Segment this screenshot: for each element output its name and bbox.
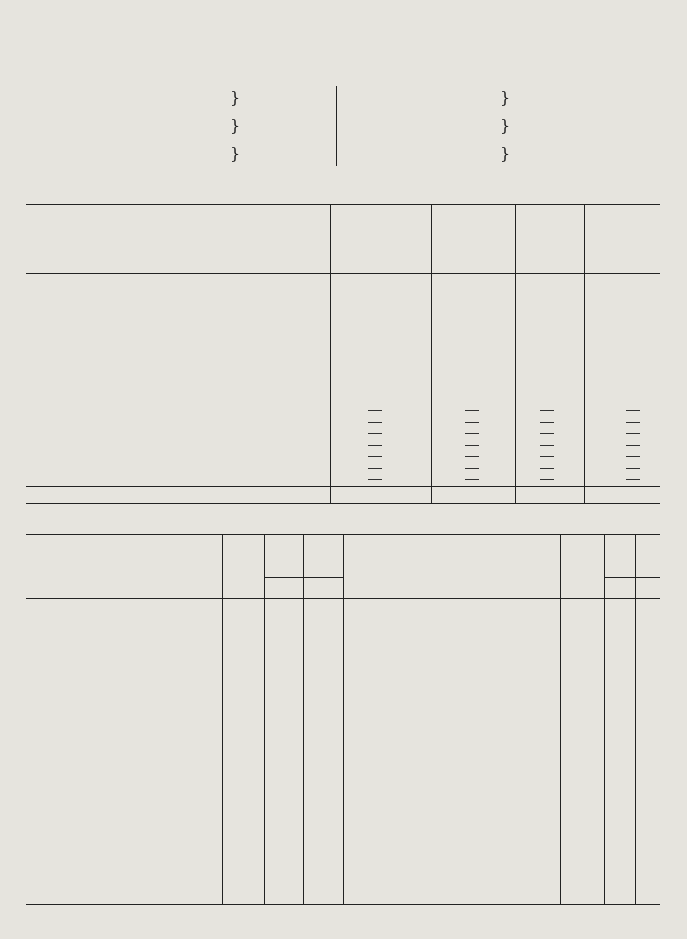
- table1-col-rule: [515, 204, 516, 504]
- table2-header-votes: [576, 548, 590, 600]
- table2-center-rule: [343, 534, 344, 904]
- table1-col-rule: [584, 204, 585, 504]
- brace: }: [500, 88, 511, 107]
- table2-subheader-rule: [264, 577, 343, 578]
- brace: }: [230, 144, 241, 163]
- empty-dash: [465, 468, 479, 469]
- brace: }: [500, 116, 511, 135]
- table1-top-rule: [26, 204, 660, 205]
- summary-divider: [336, 86, 337, 166]
- empty-dash: [626, 456, 640, 457]
- table2-header-rule: [26, 598, 660, 599]
- empty-dash: [465, 410, 479, 411]
- table1-header-rule: [26, 273, 660, 274]
- empty-dash: [368, 445, 382, 446]
- empty-dash: [465, 433, 479, 434]
- table2-subheader-rule: [604, 577, 660, 578]
- table1-total-rule: [26, 486, 660, 487]
- table2-bottom-rule: [26, 904, 660, 905]
- brace: }: [230, 88, 241, 107]
- empty-dash: [465, 479, 479, 480]
- empty-dash: [368, 479, 382, 480]
- empty-dash: [465, 445, 479, 446]
- empty-dash: [540, 479, 554, 480]
- empty-dash: [540, 422, 554, 423]
- empty-dash: [540, 456, 554, 457]
- table1-col-rule: [431, 204, 432, 504]
- empty-dash: [368, 433, 382, 434]
- empty-dash: [540, 433, 554, 434]
- empty-dash: [626, 445, 640, 446]
- brace: }: [500, 144, 511, 163]
- table2-col-rule: [604, 534, 605, 904]
- empty-dash: [540, 468, 554, 469]
- empty-dash: [626, 410, 640, 411]
- empty-dash: [368, 468, 382, 469]
- table1-bottom-rule: [26, 503, 660, 504]
- table2-col-rule: [303, 534, 304, 904]
- empty-dash: [626, 433, 640, 434]
- table2-col-rule: [635, 534, 636, 904]
- empty-dash: [465, 456, 479, 457]
- empty-dash: [540, 410, 554, 411]
- table2-col-rule: [264, 534, 265, 904]
- empty-dash: [626, 468, 640, 469]
- table1-col-rule: [330, 204, 331, 504]
- empty-dash: [368, 410, 382, 411]
- empty-dash: [626, 479, 640, 480]
- brace: }: [230, 116, 241, 135]
- empty-dash: [626, 422, 640, 423]
- table2-header-votes: [237, 548, 251, 600]
- empty-dash: [368, 456, 382, 457]
- empty-dash: [465, 422, 479, 423]
- empty-dash: [368, 422, 382, 423]
- empty-dash: [540, 445, 554, 446]
- table2-col-rule: [222, 534, 223, 904]
- table2-col-rule: [560, 534, 561, 904]
